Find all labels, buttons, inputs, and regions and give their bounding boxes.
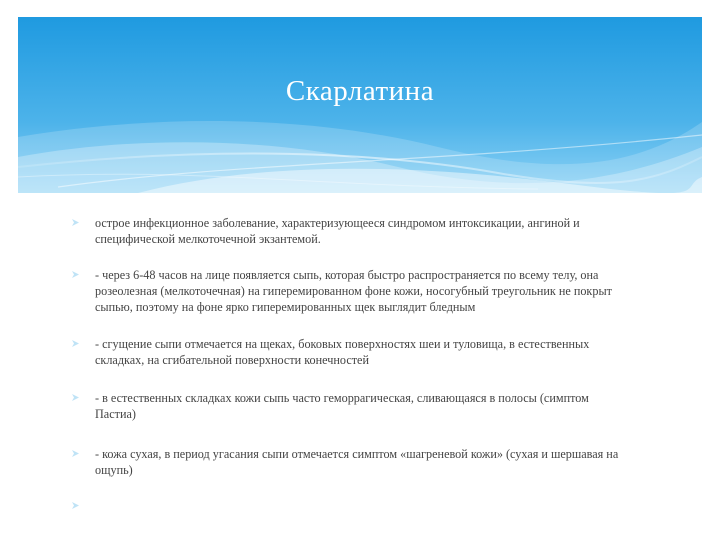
list-item (70, 215, 630, 247)
bullet-text: острое инфекционное заболевание, характеризующееся синдромом интоксикации, ангиной и специфической мелкоточечной экзантемой. (95, 216, 580, 246)
bullet-arrow-icon (71, 393, 80, 402)
list-item (70, 336, 630, 368)
bullet-text: - сгущение сыпи отмечается на щеках, боковых поверхностях шеи и туловища, в естественных складках, на сгибательной поверхности конечностей (95, 337, 590, 367)
slide-title: Скарлатина (285, 75, 435, 107)
bullet-arrow-icon (71, 339, 80, 348)
bullet-list (70, 215, 630, 498)
list-item (70, 267, 630, 315)
bullet-text: - через 6-48 часов на лице появляется сыпь, которая быстро распространяется по всему телу, она розеолезная (мелкоточечная) на гиперемированном фоне кожи, носогубный треугольник не покрыт сыпью, поэтому на фоне ярко гиперемированных щек выглядит бледным (95, 268, 612, 314)
bullet-arrow-icon (71, 270, 80, 279)
bullet-arrow-icon (71, 449, 80, 458)
list-item (70, 390, 630, 422)
bullet-text: - в естественных складках кожи сыпь часто геморрагическая, сливающаяся в полосы (симптом Пастиа) (95, 391, 589, 421)
bullet-arrow-icon (71, 501, 80, 510)
list-item (70, 446, 630, 478)
bullet-text: - кожа сухая, в период угасания сыпи отмечается симптом «шагреневой кожи» (сухая и шершавая на ощупь) (95, 447, 619, 477)
bullet-arrow-icon (71, 218, 80, 227)
header-banner (18, 17, 702, 193)
